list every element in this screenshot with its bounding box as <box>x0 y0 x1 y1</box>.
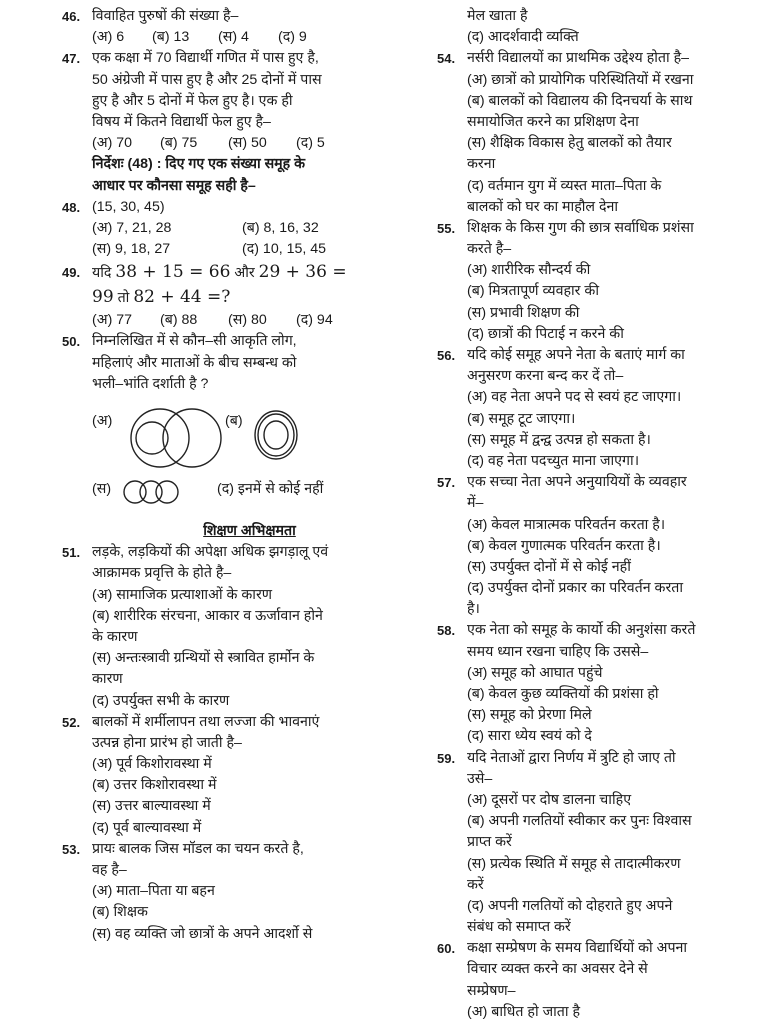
question-48 <box>62 197 407 218</box>
option-a: (अ) 70 <box>92 135 133 152</box>
option-d: (द) पूर्व बाल्यावस्था में <box>92 819 202 836</box>
option-c: (स) 4 <box>218 29 249 46</box>
question-51 <box>62 542 407 563</box>
option-b: (ब) मित्रतापूर्ण व्यवहार की <box>467 283 599 300</box>
option-a: (अ) पूर्व किशोरावस्था में <box>92 756 212 773</box>
question-number: 55. <box>437 220 456 236</box>
question-57 <box>437 472 772 493</box>
option-line: समायोजित करने का प्रशिक्षण देना <box>467 113 639 130</box>
option-a-label: (अ) <box>92 413 113 429</box>
option-b: (ब) 8, 16, 32 <box>242 219 319 236</box>
option-line: करना <box>467 156 496 173</box>
option-a: (अ) माता–पिता या बहन <box>92 883 215 900</box>
question-number: 51. <box>62 545 81 561</box>
option-c: (स) 80 <box>228 312 267 329</box>
option-c: (स) उत्तर बाल्यावस्था में <box>92 798 211 815</box>
option-c: (स) अन्तःस्त्रावी ग्रन्थियों से स्त्रावित हार्मोन के <box>92 650 315 667</box>
option-a: (अ) बाधित हो जाता है <box>467 1003 581 1020</box>
option-b: (ब) 75 <box>160 135 198 152</box>
option-line: (अ) छात्रों को प्रायोगिक परिस्थितियों में रखना <box>467 71 694 88</box>
option-a: (अ) 7, 21, 28 <box>92 219 172 236</box>
options-46 <box>62 27 407 48</box>
circle-large-left <box>131 409 189 467</box>
question-number: 49. <box>62 265 81 281</box>
option-line: (ब) बालकों को विद्यालय की दिनचर्या के साथ <box>467 92 693 109</box>
question-text-line: प्रायः बालक जिस मॉडल का चयन करते है, <box>92 840 304 857</box>
question-number: 57. <box>437 475 456 491</box>
right-column <box>437 6 772 1023</box>
options-47 <box>62 133 407 154</box>
question-text-line: 50 अंग्रेजी में पास हुए है और 25 दोनों में पास <box>92 71 322 88</box>
option-b: (ब) केवल कुछ व्यक्तियों की प्रशंसा हो <box>467 686 659 702</box>
equation: 29 + 36 = <box>258 262 347 283</box>
option-a: (अ) सामाजिक प्रत्याशाओं के कारण <box>92 586 273 603</box>
circle-large-right <box>163 409 221 467</box>
question-text-line: कक्षा सम्प्रेषण के समय विद्यार्थियों को अपना <box>467 940 688 957</box>
concentric-circles-icon <box>252 409 302 463</box>
question-text-line: एक सच्चा नेता अपने अनुयायियों के व्यवहार <box>467 474 687 491</box>
question-text-line: उसे– <box>467 770 493 787</box>
option-c: (स) 50 <box>228 135 267 152</box>
question-58 <box>437 620 772 641</box>
question-number: 46. <box>62 9 81 24</box>
option-d: (द) 94 <box>296 312 333 329</box>
question-text-line: सम्प्रेषण– <box>467 982 516 999</box>
option-line: (द) वर्तमान युग में व्यस्त माता–पिता के <box>467 177 662 194</box>
conjunction: और <box>234 265 255 282</box>
question-text-line: महिलाएं और माताओं के बीच सम्बन्ध को <box>92 354 297 371</box>
option-d: (द) उपर्युक्त सभी के कारण <box>92 692 230 709</box>
question-56 <box>437 345 772 366</box>
question-text-line: करते है– <box>467 241 512 258</box>
question-number: 53. <box>62 841 81 857</box>
option-b-label: (ब) <box>225 413 243 429</box>
figure-options-row1 <box>62 407 407 469</box>
circle-outer <box>255 411 297 459</box>
question-text-line: हुए है और 5 दोनों में फेल हुए है। एक ही <box>92 92 293 109</box>
option-d-label: (द) इनमें से कोई नहीं <box>217 481 324 497</box>
question-47 <box>62 48 407 69</box>
equation: 82 + 44 =? <box>133 287 231 308</box>
question-text-line: समय ध्यान रखना चाहिए कि उससे– <box>467 643 649 660</box>
option-a: (अ) शारीरिक सौन्दर्य की <box>467 262 591 279</box>
question-number: 58. <box>437 623 456 639</box>
venn-diagram-overlap-icon <box>122 407 232 469</box>
question-text-line: उत्पन्न होना प्रारंभ हो जाती है– <box>92 734 242 751</box>
option-line: करें <box>467 876 484 893</box>
option-b-cont: के कारण <box>92 628 138 645</box>
option-d: (द) सारा ध्येय स्वयं को दे <box>467 728 592 745</box>
question-number: 54. <box>437 51 456 67</box>
question-text-line: आक्रामक प्रवृत्ति के होते है– <box>92 565 232 582</box>
question-59 <box>437 748 772 769</box>
option-b: (ब) 13 <box>152 29 190 46</box>
option-line: बालकों को घर का माहौल देना <box>467 198 619 215</box>
option-c-cont: कारण <box>92 671 123 688</box>
options-49 <box>62 310 407 331</box>
question-text-line: यदि नेताओं द्वारा निर्णय में त्रुटि हो जाए तो <box>467 749 676 766</box>
question-49 <box>62 260 407 285</box>
option-b: (ब) 88 <box>160 312 198 329</box>
question-46 <box>62 6 407 27</box>
option-d: (द) छात्रों की पिटाई न करने की <box>467 325 624 342</box>
question-number: 52. <box>62 714 81 730</box>
question-text-line: एक नेता को समूह के कार्यो की अनुशंसा करते <box>467 622 696 639</box>
question-53 <box>62 839 407 860</box>
option-a: (अ) 6 <box>92 29 125 46</box>
option-line: (स) शैक्षिक विकास हेतु बालकों को तैयार <box>467 135 672 152</box>
question-text-line: भली–भांति दर्शाती है ? <box>92 375 209 392</box>
option-line: (द) उपर्युक्त दोनों प्रकार का परिवर्तन करता <box>467 580 684 597</box>
question-text-line: विषय में कितने विद्यार्थी फेल हुए है– <box>92 113 271 130</box>
circle-3 <box>156 481 178 503</box>
option-d: (द) वह नेता पदच्युत माना जाएगा। <box>467 452 640 469</box>
question-text-line: शिक्षक के किस गुण की छात्र सर्वाधिक प्रशंसा <box>467 219 694 236</box>
option-a: (अ) वह नेता अपने पद से स्वयं हट जाएगा। <box>467 389 682 406</box>
option-line: (अ) दूसरों पर दोष डालना चाहिए <box>467 791 632 808</box>
question-text: (15, 30, 45) <box>92 198 165 215</box>
question-number: 56. <box>437 348 456 363</box>
option-c: (स) प्रभावी शिक्षण की <box>467 304 580 321</box>
option-line: (ब) अपनी गलतियों स्वीकार कर पुनः विश्वास <box>467 813 692 830</box>
option-b: (ब) समूह टूट जाएगा। <box>467 410 576 427</box>
options-48-row1 <box>62 218 407 239</box>
question-text-prefix: यदि <box>92 265 112 282</box>
option-a: (अ) 77 <box>92 312 133 329</box>
option-line: (स) प्रत्येक स्थिति में समूह से तादात्मीकरण <box>467 855 681 872</box>
question-text-line: में– <box>467 495 484 512</box>
options-48-row2 <box>62 239 407 260</box>
question-text-line: लड़के, लड़कियों की अपेक्षा अधिक झगड़ालू एवं <box>92 544 329 561</box>
question-52 <box>62 712 407 733</box>
question-number: 48. <box>62 199 81 215</box>
option-line: (ब) केवल गुणात्मक परिवर्तन करता है। <box>467 537 661 554</box>
option-line: है। <box>467 601 480 618</box>
option-d: (द) 5 <box>296 135 325 152</box>
equation: 38 + 15 = 66 <box>115 262 231 283</box>
question-55 <box>437 218 772 239</box>
option-c: (स) समूह को प्रेरणा मिले <box>467 707 592 724</box>
option-c-cont: मेल खाता है <box>467 8 528 24</box>
question-50 <box>62 331 407 352</box>
figure-options-row2 <box>62 477 407 521</box>
direction-text: निर्देशः (48) : दिए गए एक संख्या समूह के <box>92 156 306 173</box>
option-d: (द) 9 <box>278 29 307 46</box>
section-heading: शिक्षण अभिक्षमता <box>203 523 296 539</box>
question-49-line2 <box>62 285 407 310</box>
question-54 <box>437 48 772 69</box>
option-d: (द) आदर्शवादी व्यक्ति <box>467 29 579 46</box>
question-number: 59. <box>437 750 456 766</box>
option-line: (द) अपनी गलतियों को दोहराते हुए अपने <box>467 897 673 914</box>
left-column <box>62 6 407 945</box>
option-a: (अ) समूह को आघात पहुंचे <box>467 664 603 681</box>
question-text-line: वह है– <box>92 862 127 878</box>
question-text-line: निम्नलिखित में से कौन–सी आकृति लोग, <box>92 333 297 350</box>
question-number: 50. <box>62 334 81 350</box>
option-b: (ब) शारीरिक संरचना, आकार व ऊर्जावान होने <box>92 607 323 624</box>
equation: 99 <box>92 287 114 308</box>
question-text-line: एक कक्षा में 70 विद्यार्थी गणित में पास हुए है, <box>92 50 319 67</box>
conjunction: तो <box>117 290 130 307</box>
option-d: (द) 10, 15, 45 <box>242 241 327 258</box>
three-chain-circles-icon <box>122 477 182 507</box>
option-line: संबंध को समाप्त करें <box>467 919 571 936</box>
direction-text: आधार पर कौनसा समूह सही है– <box>92 177 256 194</box>
question-text: विवाहित पुरुषों की संख्या है– <box>92 8 239 24</box>
circle-inner <box>264 421 288 449</box>
option-line: (स) उपर्युक्त दोनों में से कोई नहीं <box>467 558 631 575</box>
question-text-line: बालकों में शर्मीलापन तथा लज्जा की भावनाएं <box>92 713 320 730</box>
question-number: 60. <box>437 941 456 957</box>
option-c: (स) वह व्यक्ति जो छात्रों के अपने आदर्शो से <box>92 925 313 942</box>
option-c: (स) समूह में द्वन्द्व उत्पन्न हो सकता है। <box>467 431 651 448</box>
question-text-line: यदि कोई समूह अपने नेता के बताएं मार्ग का <box>467 347 685 363</box>
option-b: (ब) उत्तर किशोरावस्था में <box>92 777 217 794</box>
question-60 <box>437 938 772 959</box>
option-line: प्राप्त करें <box>467 834 512 851</box>
question-text: नर्सरी विद्यालयों का प्राथमिक उद्देश्य होता है– <box>467 50 690 67</box>
option-line: (अ) केवल मात्रात्मक परिवर्तन करता है। <box>467 516 666 533</box>
option-b: (ब) शिक्षक <box>92 904 148 921</box>
question-text-line: अनुसरण करना बन्द कर दें तो– <box>467 368 624 385</box>
question-number: 47. <box>62 51 81 67</box>
option-c: (स) 9, 18, 27 <box>92 241 171 258</box>
question-text-line: विचार व्यक्त करने का अवसर देने से <box>467 961 648 978</box>
option-c-label: (स) <box>92 481 112 497</box>
